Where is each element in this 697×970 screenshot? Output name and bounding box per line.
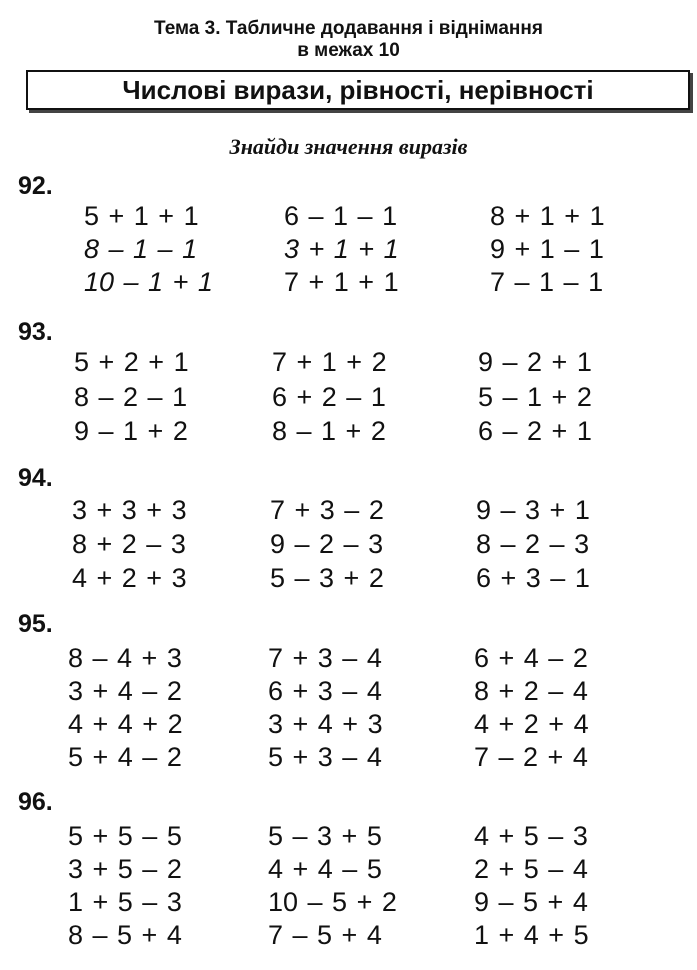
topic-heading-line2: в межах 10 [297, 40, 400, 61]
expression: 8 – 5 + 4 [68, 920, 182, 950]
expression: 6 – 2 + 1 [478, 416, 592, 446]
exercise-number: 96. [18, 788, 53, 816]
exercise-number: 95. [18, 610, 53, 638]
expression-row [0, 415, 697, 447]
expression: 5 – 3 + 5 [268, 821, 382, 851]
expression: 5 + 5 – 5 [68, 821, 182, 851]
expression: 5 + 2 + 1 [74, 347, 189, 377]
expression-row [0, 562, 697, 594]
expression: 8 + 2 – 3 [72, 529, 186, 559]
expression: 4 + 2 + 4 [474, 709, 589, 739]
expression-row [0, 886, 697, 918]
expression: 6 – 1 – 1 [284, 201, 398, 231]
exercise-number: 92. [18, 172, 53, 200]
expression-row [0, 708, 697, 740]
expression: 5 + 4 – 2 [68, 742, 182, 772]
expression: 7 – 5 + 4 [268, 920, 382, 950]
expression: 9 + 1 – 1 [490, 234, 604, 264]
title-box [26, 70, 690, 110]
expression: 7 + 1 + 1 [284, 267, 399, 297]
exercise-number: 93. [18, 318, 53, 346]
expression: 5 – 1 + 2 [478, 382, 592, 412]
expression: 8 + 2 – 4 [474, 676, 588, 706]
expression: 10 – 5 + 2 [268, 887, 397, 917]
expression: 3 + 4 – 2 [68, 676, 182, 706]
expression: 4 + 2 + 3 [72, 563, 187, 593]
expression: 10 – 1 + 1 [84, 267, 213, 297]
expression-row [0, 200, 697, 232]
expression: 7 + 3 – 2 [270, 495, 384, 525]
expression-row [0, 346, 697, 378]
expression-row [0, 233, 697, 265]
exercise-number: 94. [18, 464, 53, 492]
expression-row [0, 642, 697, 674]
expression: 6 + 4 – 2 [474, 643, 588, 673]
expression: 4 + 4 + 2 [68, 709, 183, 739]
expression: 6 + 2 – 1 [272, 382, 386, 412]
expression: 4 + 4 – 5 [268, 854, 382, 884]
expression: 7 + 1 + 2 [272, 347, 387, 377]
expression-row [0, 528, 697, 560]
expression-row [0, 741, 697, 773]
expression: 9 – 3 + 1 [476, 495, 590, 525]
expression: 8 + 1 + 1 [490, 201, 605, 231]
expression: 3 + 3 + 3 [72, 495, 187, 525]
instruction-text: Знайди значення виразів [229, 134, 468, 159]
expression-row [0, 494, 697, 526]
expression: 3 + 5 – 2 [68, 854, 182, 884]
expression: 2 + 5 – 4 [474, 854, 588, 884]
expression: 8 – 2 – 1 [74, 382, 188, 412]
expression-row [0, 820, 697, 852]
expression: 4 + 5 – 3 [474, 821, 588, 851]
expression-row [0, 919, 697, 951]
expression: 7 + 3 – 4 [268, 643, 382, 673]
expression: 7 – 1 – 1 [490, 267, 604, 297]
expression: 8 – 2 – 3 [476, 529, 590, 559]
expression-row [0, 266, 697, 298]
expression-row [0, 675, 697, 707]
expression: 1 + 5 – 3 [68, 887, 182, 917]
expression: 6 + 3 – 1 [476, 563, 590, 593]
section-title: Числові вирази, рівності, нерівності [122, 75, 594, 105]
expression: 8 – 1 – 1 [84, 234, 198, 264]
expression: 7 – 2 + 4 [474, 742, 588, 772]
expression: 9 – 5 + 4 [474, 887, 588, 917]
expression: 3 + 4 + 3 [268, 709, 383, 739]
expression-row [0, 381, 697, 413]
expression: 5 + 1 + 1 [84, 201, 199, 231]
topic-heading-line1: Тема 3. Табличне додавання і віднімання [154, 18, 543, 39]
expression: 8 – 1 + 2 [272, 416, 386, 446]
expression: 8 – 4 + 3 [68, 643, 182, 673]
expression: 9 – 2 – 3 [270, 529, 384, 559]
expression: 9 – 2 + 1 [478, 347, 592, 377]
expression: 3 + 1 + 1 [284, 234, 399, 264]
expression: 5 – 3 + 2 [270, 563, 384, 593]
expression: 9 – 1 + 2 [74, 416, 188, 446]
expression: 1 + 4 + 5 [474, 920, 589, 950]
expression-row [0, 853, 697, 885]
expression: 5 + 3 – 4 [268, 742, 382, 772]
expression: 6 + 3 – 4 [268, 676, 382, 706]
